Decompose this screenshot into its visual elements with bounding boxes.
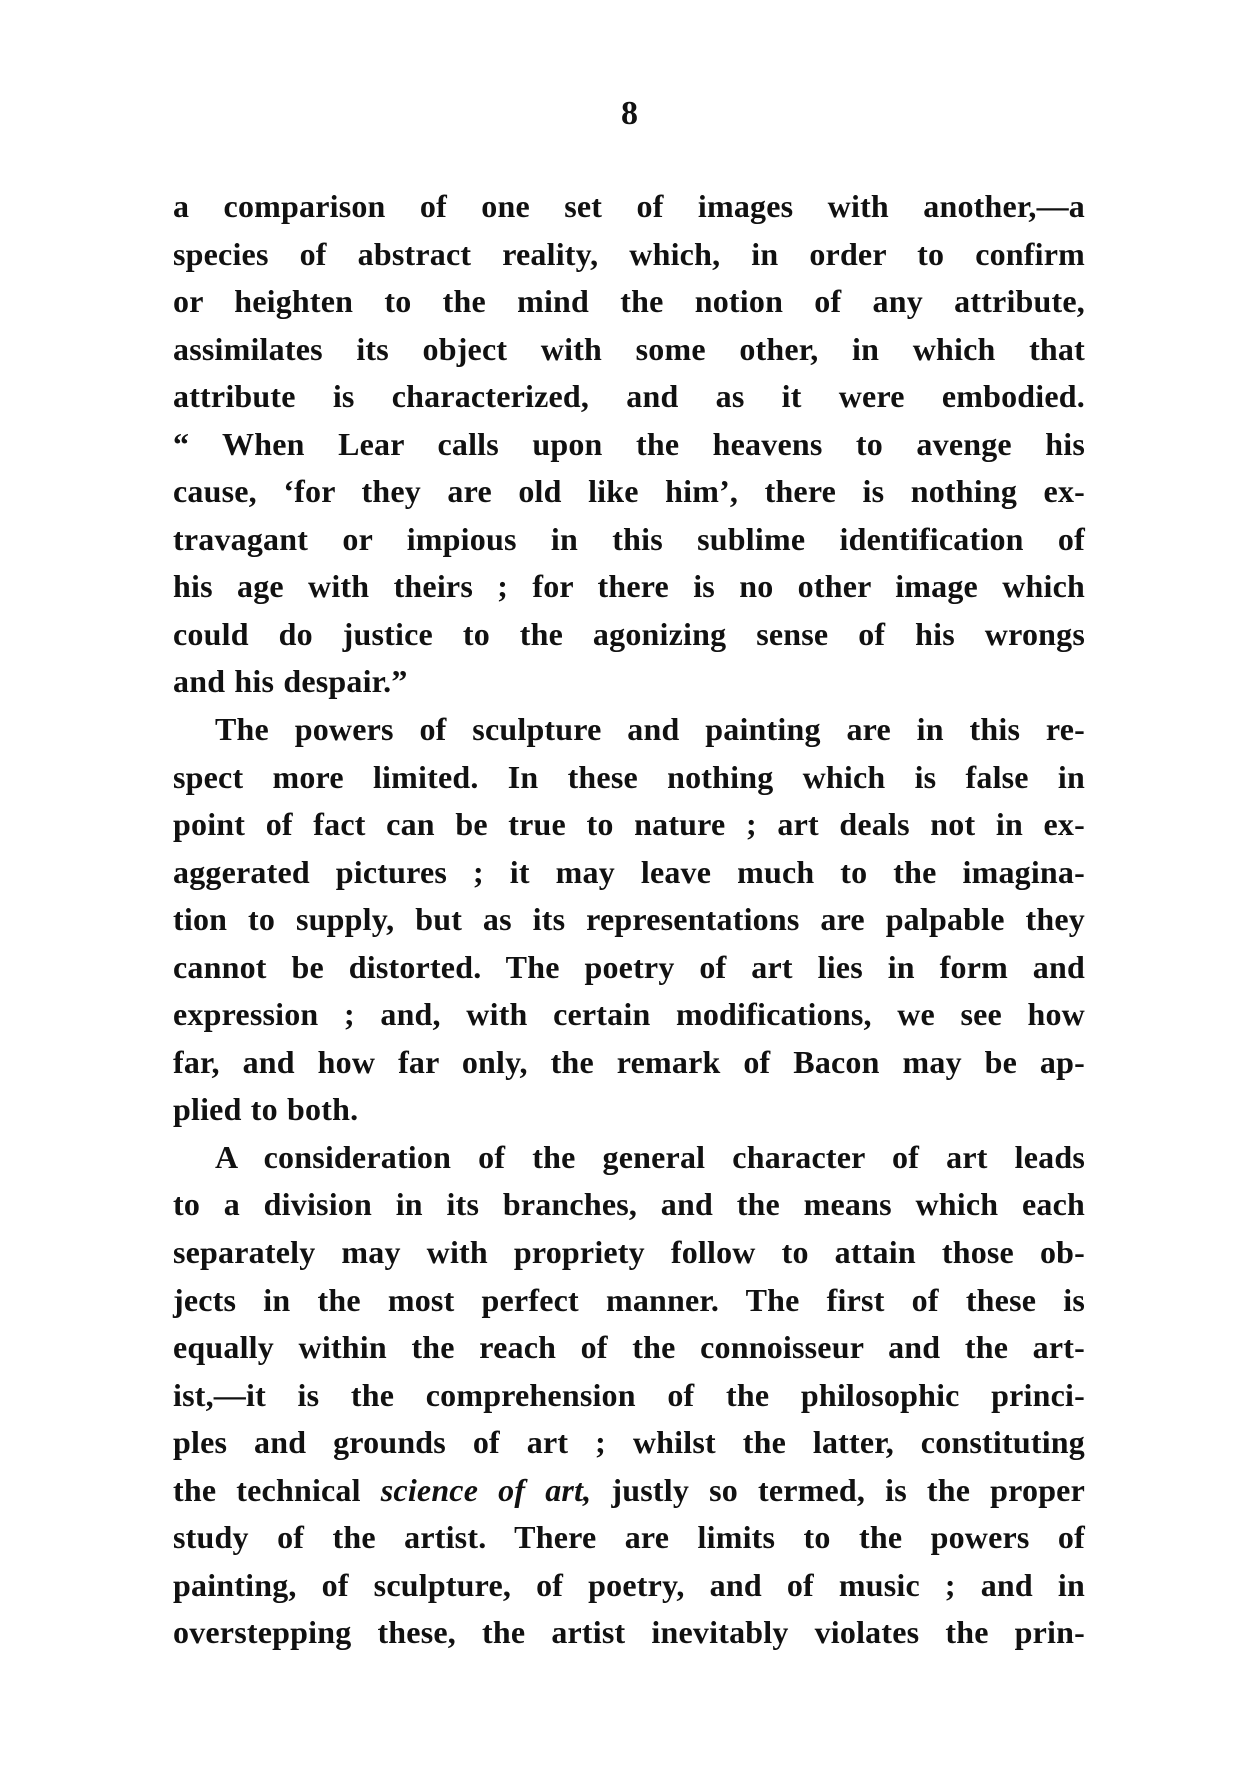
text-line: cannot be distorted. The poetry of art lies in form and xyxy=(173,948,1085,985)
text-line: jects in the most perfect manner. The first of these is xyxy=(173,1281,1085,1318)
text-line: assimilates its object with some other, in which that xyxy=(173,330,1085,367)
text-line: and his despair.” xyxy=(173,663,408,700)
text-line: far, and how far only, the remark of Bacon may be ap- xyxy=(173,1043,1085,1080)
text-line: expression ; and, with certain modifications, we see how xyxy=(173,996,1085,1033)
text-line: spect more limited. In these nothing which is false in xyxy=(173,758,1085,795)
text-line: plied to both. xyxy=(173,1091,359,1128)
text-line: his age with theirs ; for there is no other image which xyxy=(173,568,1085,605)
text-line: study of the artist. There are limits to the powers of xyxy=(173,1519,1085,1556)
italic-phrase: science of art, xyxy=(380,1471,592,1508)
text-line: could do justice to the agonizing sense of his wrongs xyxy=(173,615,1085,652)
body-text xyxy=(173,183,1085,1657)
text-segment: the technical xyxy=(173,1471,381,1508)
text-segment: justly so termed, is the proper xyxy=(591,1471,1085,1508)
text-line: tion to supply, but as its representations are palpable they xyxy=(173,901,1085,938)
text-line: to a division in its branches, and the means which each xyxy=(173,1186,1085,1223)
paragraph-start-line: The powers of sculpture and painting are in this re- xyxy=(215,711,1085,748)
text-line: separately may with propriety follow to attain those ob- xyxy=(173,1234,1085,1271)
text-line: or heighten to the mind the notion of any attribute, xyxy=(173,283,1085,320)
text-line: ples and grounds of art ; whilst the latter, constituting xyxy=(173,1424,1085,1461)
text-line: equally within the reach of the connoisseur and the art- xyxy=(173,1329,1085,1366)
text-line: travagant or impious in this sublime identification of xyxy=(173,520,1085,557)
text-line: a comparison of one set of images with another,—a xyxy=(173,188,1085,224)
text-line: “ When Lear calls upon the heavens to avenge his xyxy=(173,425,1085,462)
text-line: ist,—it is the comprehension of the philosophic princi- xyxy=(173,1376,1085,1413)
text-line: attribute is characterized, and as it were embodied. xyxy=(173,378,1085,415)
text-line: point of fact can be true to nature ; art deals not in ex- xyxy=(173,806,1085,843)
text-line: species of abstract reality, which, in order to confirm xyxy=(173,235,1085,272)
text-line: cause, ‘for they are old like him’, there is nothing ex- xyxy=(173,473,1085,510)
page-number: 8 xyxy=(621,95,638,132)
text-line: aggerated pictures ; it may leave much to the imagina- xyxy=(173,853,1085,890)
text-line-with-italic xyxy=(173,1467,1085,1515)
text-line: painting, of sculpture, of poetry, and of music ; and in xyxy=(173,1566,1085,1603)
paragraph-start-line: A consideration of the general character of art leads xyxy=(215,1138,1085,1175)
text-line: overstepping these, the artist inevitably violates the prin- xyxy=(173,1614,1085,1651)
